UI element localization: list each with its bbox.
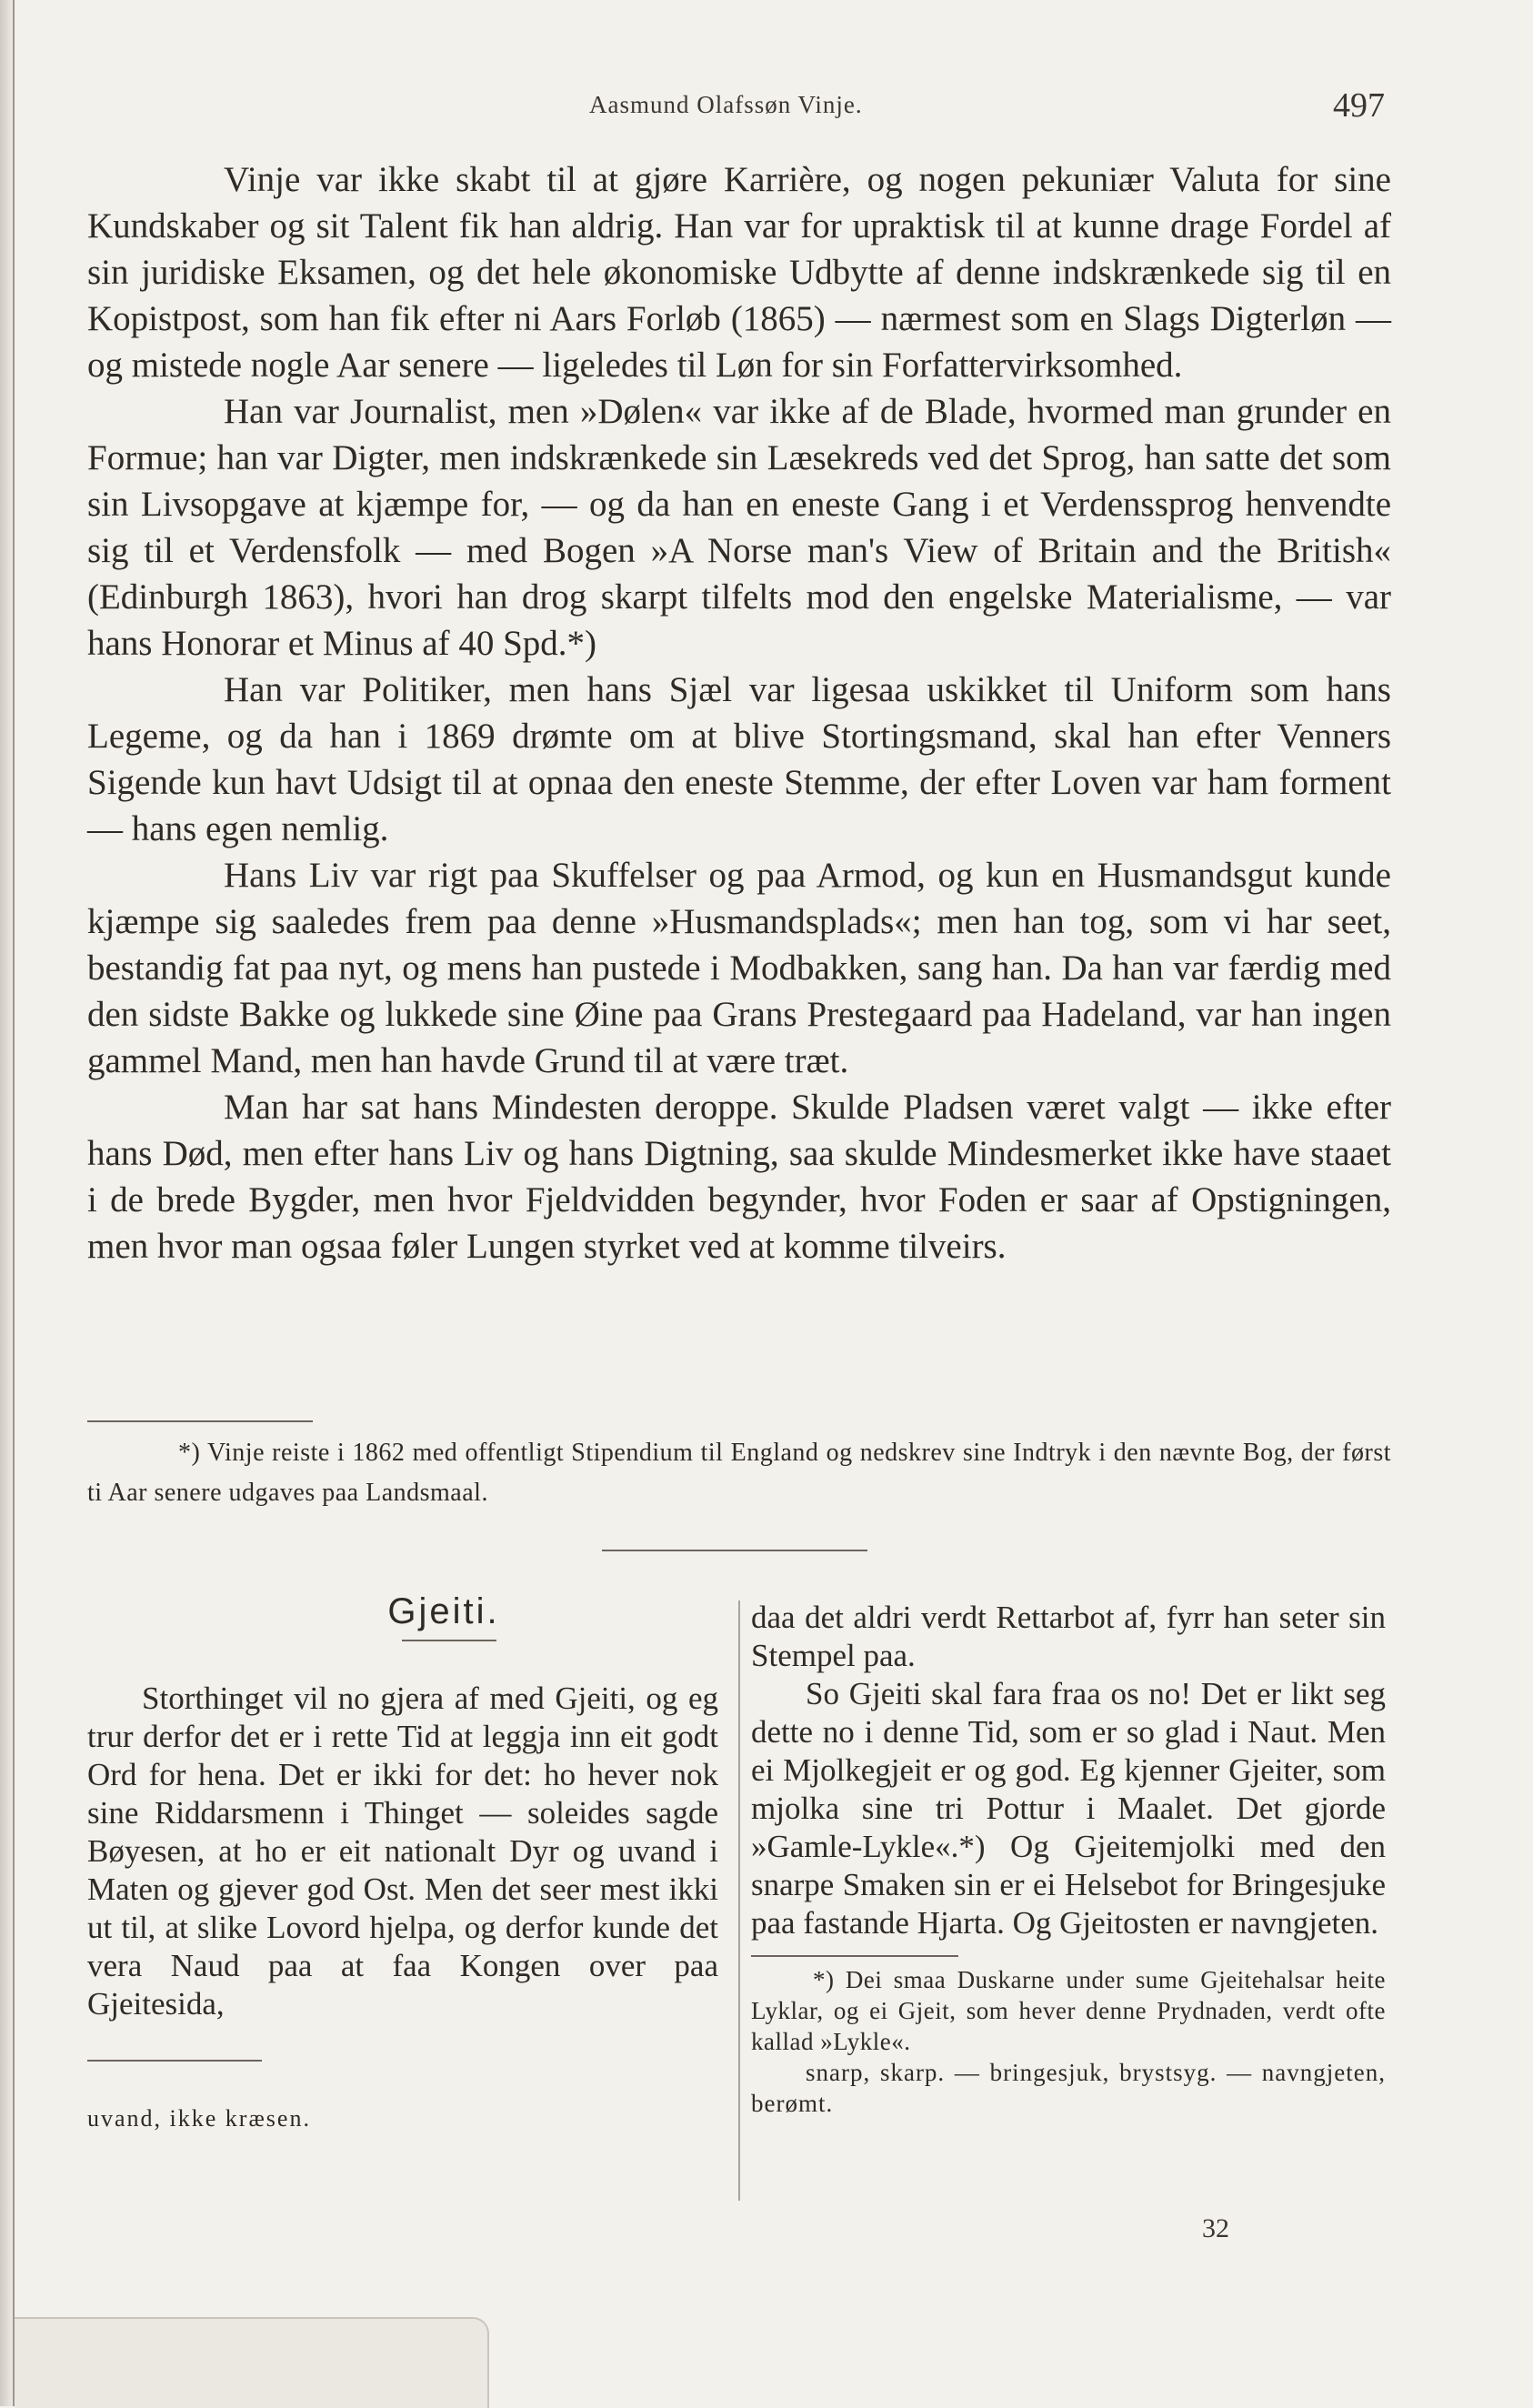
- article-title: Gjeiti.: [387, 1591, 500, 1631]
- section-divider: [602, 1550, 867, 1551]
- paragraph: Han var Journalist, men »Dølen« var ikke af de Blade, hvormed man grunder en Formue; han var Digter, men indskrænkede sin Læsekreds ved det Sprog, han satte det som sin Livsopgave at kjæmpe for, — og da han en eneste Gang i et Verdenssprog henvendte sig til et Verdensfolk — med Bogen »A Norse man's View of Britain and the British« (Edinburgh 1863), hvori han drog skarpt tilfelts mod den engelske Materialisme, — var hans Honorar et Minus af 40 Spd.*): [87, 392, 1391, 663]
- page-number: 497: [1333, 86, 1385, 125]
- signature-mark: 32: [1202, 2213, 1229, 2243]
- main-text: [87, 156, 1391, 1269]
- main-footnote: *) Vinje reiste i 1862 med offentligt Stipendium til England og nedskrev sine Indtryk i den nævnte Bog, der først ti Aar senere udgaves paa Landsmaal.: [87, 1439, 1391, 1507]
- page-corner-tab: [15, 2317, 489, 2408]
- article-paragraph: Storthinget vil no gjera af med Gjeiti, og eg trur derfor det er i rette Tid at leggja inn eit godt Ord for hena. Det er ikki for det: ho hever nok sine Riddarsmenn i Thinget — soleides sagde Bøyesen, at ho er eit nationalt Dyr og uvand i Maten og gjever god Ost. Men det seer mest ikki ut til, at slike Lovord hjelpa, og derfor kunde det vera Naud paa at faa Kongen over paa Gjeitesida,: [87, 1681, 718, 2022]
- title-underline: [402, 1640, 496, 1641]
- footnote-rule: [87, 1420, 313, 1422]
- column-divider: [738, 1600, 740, 2201]
- paragraph: Man har sat hans Mindesten deroppe. Skulde Pladsen været valgt — ikke efter hans Død, men efter hans Liv og hans Digtning, saa skulde Mindesmerket ikke have staaet i de brede Bygder, men hvor Fjeldvidden begynder, hvor Foden er saar af Opstigningen, men hvor man ogsaa føler Lungen styrket ved at komme tilveirs.: [87, 1088, 1391, 1266]
- footnote-rule: [751, 1955, 958, 1957]
- paragraph: Vinje var ikke skabt til at gjøre Karrière, og nogen pekuniær Valuta for sine Kundskaber og sit Talent fik han aldrig. Han var for upraktisk til at kunne drage Fordel af sin juridiske Eksamen, og det hele økonomiske Udbytte af denne indskrænkede sig til en Kopistpost, som han fik efter ni Aars Forløb (1865) — nærmest som en Slags Digterløn — og mistede nogle Aar senere — ligeledes til Løn for sin Forfattervirksomhed.: [87, 160, 1391, 385]
- running-head: Aasmund Olafssøn Vinje.: [589, 91, 863, 118]
- word-gloss: snarp, skarp. — bringesjuk, brystsyg. — navngjeten, berømt.: [751, 2059, 1386, 2117]
- page-edge-line: [13, 0, 15, 2406]
- footnote-rule: [87, 2060, 262, 2062]
- right-footnote: *) Dei smaa Duskarne under sume Gjeitehalsar heite Lyklar, og ei Gjeit, som hever denne Prydnaden, verdt ofte kallad »Lykle«.: [751, 1966, 1386, 2055]
- article-paragraph: So Gjeiti skal fara fraa os no! Det er likt seg dette no i denne Tid, som er so glad i Naut. Men ei Mjolkegjeit er og god. Eg kjenner Gjeiter, som mjolka sine tri Pottur i Maalet. Det gjorde »Gamle-Lykle«.*) Og Gjeitemjolki med den snarpe Smaken sin er ei Helsebot for Bringesjuke paa fastande Hjarta. Og Gjeitosten er navngjeten.: [751, 1676, 1386, 1941]
- paragraph: Hans Liv var rigt paa Skuffelser og paa Armod, og kun en Husmandsgut kunde kjæmpe sig saaledes frem paa denne »Husmandsplads«; men han tog, som vi har seet, bestandig fat paa nyt, og mens han pustede i Modbakken, sang han. Da han var færdig med den sidste Bakke og lukkede sine Øine paa Grans Prestegaard paa Hadeland, var han ingen gammel Mand, men han havde Grund til at være træt.: [87, 856, 1391, 1080]
- page-edge-shadow: [0, 0, 13, 2406]
- article-paragraph: daa det aldri verdt Rettarbot af, fyrr han seter sin Stempel paa.: [751, 1600, 1386, 1673]
- article-right-column: [751, 1599, 1386, 2119]
- paragraph: Han var Politiker, men hans Sjæl var ligesaa uskikket til Uniform som hans Legeme, og da han i 1869 drømte om at blive Stortingsmand, skal han efter Venners Sigende kun havt Udsigt til at opnaa den eneste Stemme, der efter Loven var ham forment — hans egen nemlig.: [87, 670, 1391, 848]
- article-left-column: [87, 1591, 718, 2132]
- left-footnote: uvand, ikke kræsen.: [87, 2105, 311, 2132]
